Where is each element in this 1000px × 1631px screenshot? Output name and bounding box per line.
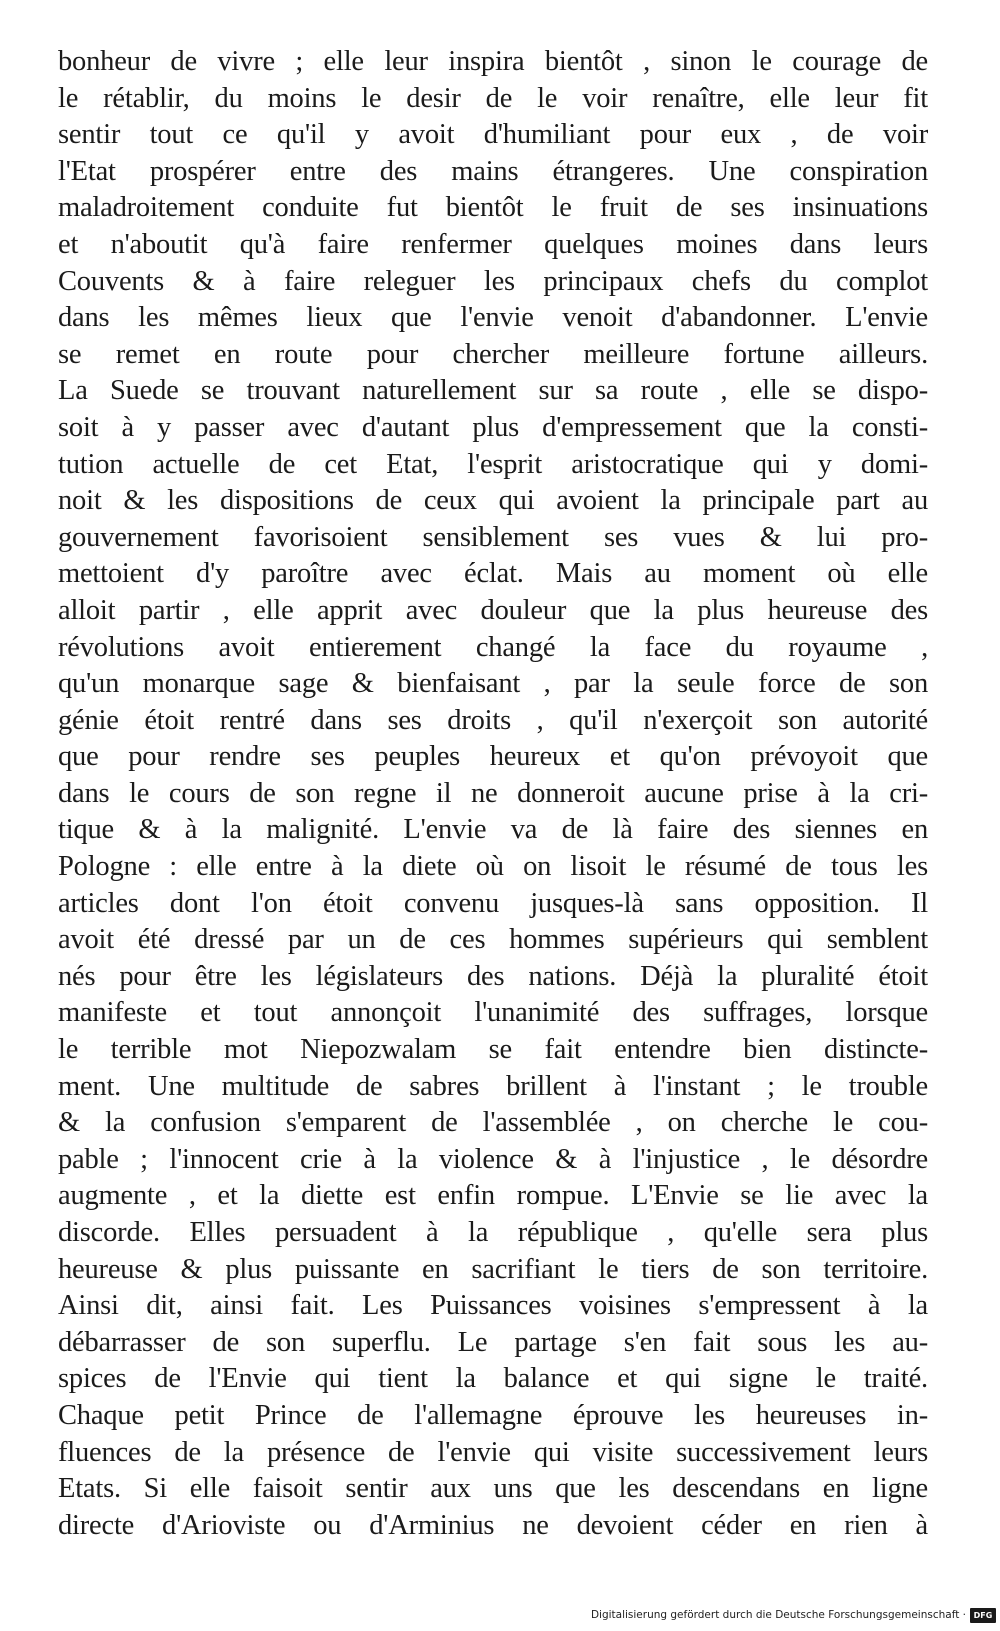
text-line: qu'un monarque sage & bienfaisant , par la seule force de son <box>58 668 928 700</box>
text-line: nés pour être les législateurs des nations. Déjà la pluralité étoit <box>58 960 928 992</box>
text-line: Chaque petit Prince de l'allemagne éprouve les heureuses in- <box>58 1399 928 1431</box>
text-line: Ainsi dit, ainsi fait. Les Puissances voisines s'empressent à la <box>58 1290 928 1322</box>
text-line: et n'aboutit qu'à faire renfermer quelques moines dans leurs <box>58 228 928 260</box>
text-line: pable ; l'innocent crie à la violence & à l'injustice , le désordre <box>58 1143 928 1175</box>
text-line: augmente , et la diette est enfin rompue. L'Envie se lie avec la <box>58 1180 928 1212</box>
text-line: manifeste et tout annonçoit l'unanimité des suffrages, lorsque <box>58 997 928 1029</box>
text-line: dans les mêmes lieux que l'envie venoit d'abandonner. L'envie <box>58 302 928 334</box>
text-line: discorde. Elles persuadent à la république , qu'elle sera plus <box>58 1217 928 1248</box>
text-line: & la confusion s'emparent de l'assemblée , on cherche le cou- <box>58 1107 928 1139</box>
digitization-footer <box>591 1604 996 1626</box>
text-line: débarrasser de son superflu. Le partage s'en fait sous les au- <box>58 1326 928 1358</box>
dfg-logo-icon: DFG <box>970 1608 996 1623</box>
text-line: révolutions avoit entierement changé la face du royaume , <box>58 631 928 663</box>
text-line: mettoient d'y paroître avec éclat. Mais au moment où elle <box>58 558 928 590</box>
text-line: avoit été dressé par un de ces hommes supérieurs qui semblent <box>58 924 928 956</box>
text-line: dans le cours de son regne il ne donneroit aucune prise à la cri- <box>58 777 928 809</box>
text-line: l'Etat prospérer entre des mains étrangeres. Une conspiration <box>58 155 928 187</box>
text-line: Couvents & à faire releguer les principaux chefs du complot <box>58 265 928 297</box>
funding-note: Digitalisierung gefördert durch die Deutsche Forschungsgemeinschaft · <box>590 1609 966 1621</box>
text-line: Etats. Si elle faisoit sentir aux uns que les descendans en ligne <box>58 1473 928 1505</box>
text-line: La Suede se trouvant naturellement sur sa route , elle se dispo- <box>58 375 928 407</box>
text-line: ment. Une multitude de sabres brillent à l'instant ; le trouble <box>58 1070 928 1102</box>
text-line: maladroitement conduite fut bientôt le fruit de ses insinuations <box>58 192 928 224</box>
text-line: gouvernement favorisoient sensiblement ses vues & lui pro- <box>58 521 928 553</box>
text-line: alloit partir , elle apprit avec douleur que la plus heureuse des <box>58 594 928 626</box>
page-text-block <box>58 44 928 1544</box>
text-line: soit à y passer avec d'autant plus d'empressement que la consti- <box>58 411 928 443</box>
text-line: le terrible mot Niepozwalam se fait entendre bien distincte- <box>58 1034 928 1066</box>
text-line: tution actuelle de cet Etat, l'esprit aristocratique qui y domi- <box>58 448 928 480</box>
text-line: articles dont l'on étoit convenu jusques-là sans opposition. Il <box>58 887 928 919</box>
text-line: se remet en route pour chercher meilleure fortune ailleurs. <box>58 338 928 370</box>
text-line: heureuse & plus puissante en sacrifiant le tiers de son territoire. <box>58 1253 928 1285</box>
text-line: génie étoit rentré dans ses droits , qu'il n'exerçoit son autorité <box>58 704 928 736</box>
text-line: que pour rendre ses peuples heureux et qu'on prévoyoit que <box>58 741 928 773</box>
text-line: noit & les dispositions de ceux qui avoient la principale part au <box>58 485 928 517</box>
text-line: directe d'Arioviste ou d'Arminius ne devoient céder en rien à <box>58 1509 928 1541</box>
text-line: Pologne : elle entre à la diete où on lisoit le résumé de tous les <box>58 851 928 883</box>
text-line: bonheur de vivre ; elle leur inspira bientôt , sinon le courage de <box>58 46 928 77</box>
text-line: sentir tout ce qu'il y avoit d'humiliant pour eux , de voir <box>58 119 928 151</box>
text-line: le rétablir, du moins le desir de le voir renaître, elle leur fit <box>58 82 928 114</box>
text-line: tique & à la malignité. L'envie va de là faire des siennes en <box>58 814 928 846</box>
text-line: spices de l'Envie qui tient la balance et qui signe le traité. <box>58 1363 928 1395</box>
text-line: fluences de la présence de l'envie qui visite successivement leurs <box>58 1436 928 1468</box>
